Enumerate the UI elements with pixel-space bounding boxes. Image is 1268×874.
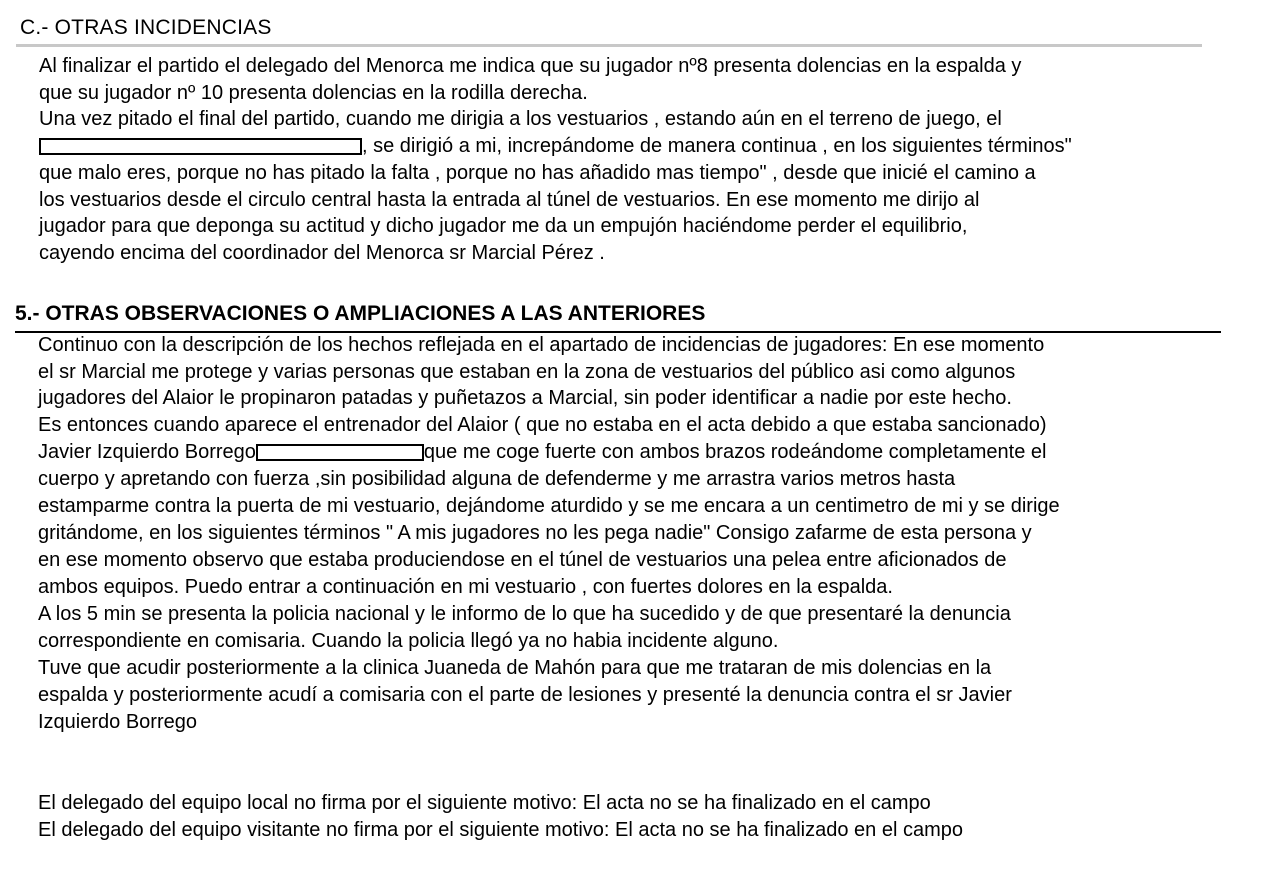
section-c-line-2: que su jugador nº 10 presenta dolencias en la rodilla derecha. [39, 82, 588, 104]
section-5-line-8: gritándome, en los siguientes términos " A mis jugadores no les pega nadie" Consigo zafarme de esta persona y [38, 522, 1032, 544]
section-c-divider [16, 44, 1202, 47]
section-c-line-4 [39, 133, 1072, 159]
section-5-line-12: correspondiente en comisaria. Cuando la policia llegó ya no habia incidente alguno. [38, 630, 779, 652]
section-c-line-1: Al finalizar el partido el delegado del Menorca me indica que su jugador nº8 presenta dolencias en la espalda y [39, 55, 1022, 77]
section-5-line-2: el sr Marcial me protege y varias personas que estaban en la zona de vestuarios del público asi como algunos [38, 361, 1016, 383]
section-c-line-4-text: , se dirigió a mi, increpándome de manera continua , en los siguientes términos" [362, 135, 1072, 157]
section-5-line-1: Continuo con la descripción de los hechos reflejada en el apartado de incidencias de jugadores: En ese momento [38, 334, 1045, 356]
signature-visitor-note: El delegado del equipo visitante no firma por el siguiente motivo: El acta no se ha finalizado en el campo [38, 819, 964, 841]
section-5-line-11: A los 5 min se presenta la policia nacional y le informo de lo que ha sucedido y de que presentaré la denuncia [38, 603, 1011, 625]
section-5-line-3: jugadores del Alaior le propinaron patadas y puñetazos a Marcial, sin poder identificar a nadie por este hecho. [38, 387, 1012, 409]
section-c-title: C.- OTRAS INCIDENCIAS [20, 16, 272, 39]
section-5-line-13: Tuve que acudir posteriormente a la clinica Juaneda de Mahón para que me trataran de mis dolencias en la [38, 657, 992, 679]
section-c-line-8: cayendo encima del coordinador del Menorca sr Marcial Pérez . [39, 242, 605, 264]
section-5-line-4: Es entonces cuando aparece el entrenador del Alaior ( que no estaba en el acta debido a que estaba sancionado) [38, 414, 1047, 436]
signature-local-note: El delegado del equipo local no firma por el siguiente motivo: El acta no se ha finalizado en el campo [38, 792, 931, 814]
section-5-line-5 [38, 439, 1046, 465]
section-c-line-6: los vestuarios desde el circulo central hasta la entrada al túnel de vestuarios. En ese momento me dirijo al [39, 189, 980, 211]
section-5-line-10: ambos equipos. Puedo entrar a continuación en mi vestuario , con fuertes dolores en la espalda. [38, 576, 893, 598]
redaction-box-coach [256, 444, 424, 461]
section-5-line-5-text: que me coge fuerte con ambos brazos rodeándome completamente el [423, 441, 1047, 463]
section-5-line-7: estamparme contra la puerta de mi vestuario, dejándome aturdido y se me encara a un centimetro de mi y se dirige [38, 495, 1060, 517]
section-5-line-9: en ese momento observo que estaba produciendose en el túnel de vestuarios una pelea entre aficionados de [38, 549, 1007, 571]
section-c-line-7: jugador para que deponga su actitud y dicho jugador me da un empujón haciéndome perder el equilibrio, [39, 215, 968, 237]
coach-name: Javier Izquierdo Borrego [38, 441, 256, 463]
section-5-line-6: cuerpo y apretando con fuerza ,sin posibilidad alguna de defenderme y me arrastra varios metros hasta [38, 468, 956, 490]
redaction-box-player [39, 138, 362, 155]
section-5-line-14: espalda y posteriormente acudí a comisaria con el parte de lesiones y presenté la denuncia contra el sr Javier [38, 684, 1012, 706]
section-c-line-3: Una vez pitado el final del partido, cuando me dirigia a los vestuarios , estando aún en el terreno de juego, el [39, 108, 1002, 130]
section-5-line-15: Izquierdo Borrego [38, 711, 197, 733]
section-5-title: 5.- OTRAS OBSERVACIONES O AMPLIACIONES A LAS ANTERIORES [15, 302, 706, 325]
section-c-line-5: que malo eres, porque no has pitado la falta , porque no has añadido mas tiempo" , desde que inicié el camino a [39, 162, 1036, 184]
